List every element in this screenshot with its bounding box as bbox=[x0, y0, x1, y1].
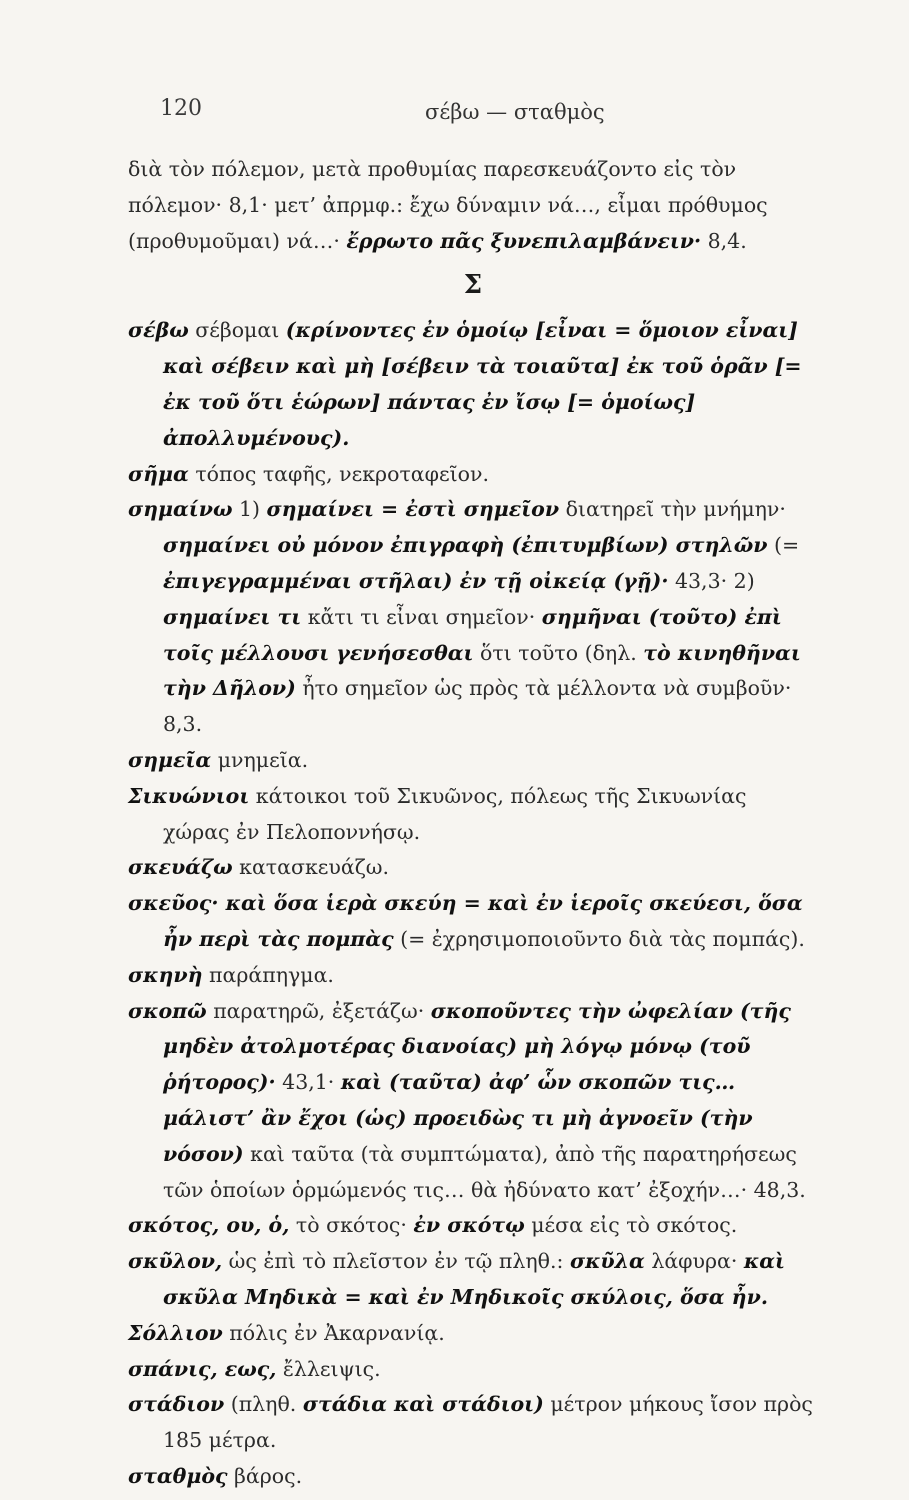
page-header bbox=[160, 96, 800, 136]
entry-text: ὅτι τοῦτο (δηλ. bbox=[473, 640, 644, 665]
entry-text: παρατηρῶ, ἐξετάζω· bbox=[206, 998, 431, 1023]
entry-stathmos bbox=[128, 1459, 818, 1495]
entry-text: διατηρεῖ τὴν μνήμην· bbox=[559, 497, 786, 522]
entry-semaino bbox=[128, 492, 818, 743]
entry-bold-text: σκότος, ου, ὁ, bbox=[128, 1213, 290, 1238]
entry-text: 1) bbox=[232, 497, 267, 522]
entry-skeuazo bbox=[128, 850, 818, 886]
entry-skopo bbox=[128, 994, 818, 1209]
entry-sikyonioi bbox=[128, 779, 818, 851]
entry-text: καὶ ταῦτα (τὰ συμπτώματα), ἀπὸ τῆς παρατηρήσεως τῶν ὁποίων ὁρμώμενός τις… θὰ ἠδύνατο κατ’ ἐξοχήν…· 48,3. bbox=[163, 1141, 806, 1202]
entry-bold-text: Σικυώνιοι bbox=[128, 783, 250, 808]
entry-bold-text: καὶ σκῦλα Μηδικὰ = καὶ ἐν Μηδικοῖς σκύλοις, ὅσα ἦν. bbox=[163, 1249, 785, 1309]
entry-bold-text: σημαίνει = ἐστὶ σημεῖον bbox=[266, 497, 560, 522]
entry-text: (= bbox=[767, 533, 800, 558]
entry-text: μέσα εἰς τὸ σκότος. bbox=[524, 1213, 738, 1238]
dictionary-entries bbox=[128, 313, 818, 1494]
entry-bold-text: (κρίνοντες ἐν ὁμοίῳ [εἶναι = ὅμοιον εἶναι] καὶ σέβειν καὶ μὴ [σέβειν τὰ τοιαῦτα] ἐκ τοῦ ὁρᾶν [= ἐκ τοῦ ὅτι ἑώρων] πάντας ἐν ἴσῳ [= ὁμοίως] ἀπολλυμένους). bbox=[163, 318, 802, 450]
continuation-paragraph bbox=[128, 152, 818, 259]
entry-bold-text: σκοποῦντες τὴν ὠφελίαν (τῆς μηδὲν ἀτολμοτέρας διανοίας) μὴ λόγῳ μόνῳ (τοῦ ῥήτορος)· bbox=[163, 998, 791, 1095]
entry-skylon bbox=[128, 1244, 818, 1316]
entry-bold-text: σῆμα bbox=[128, 461, 189, 486]
entry-bold-text: σημαίνει οὐ μόνον ἐπιγραφὴ (ἐπιτυμβίων) στηλῶν bbox=[163, 533, 768, 558]
entry-bold-text: καὶ (ταῦτα) ἀφ’ ὧν σκοπῶν τις… μάλιστ’ ἂν ἔχοι (ὡς) προειδὼς τι μὴ ἀγνοεῖν (τὴν νόσον) bbox=[163, 1070, 753, 1166]
entry-stadion bbox=[128, 1387, 818, 1459]
entry-text: τὸ σκότος· bbox=[289, 1213, 414, 1238]
continuation-text-2: 8,4. bbox=[701, 228, 747, 253]
entry-bold-text: σημαίνει τι bbox=[163, 604, 302, 629]
entry-bold-text: σκευάζω bbox=[128, 855, 233, 880]
entry-bold-text: σημεῖα bbox=[128, 747, 212, 772]
entry-bold-text: ἐν σκότῳ bbox=[413, 1213, 525, 1238]
entry-text: μνημεῖα. bbox=[211, 747, 309, 772]
entry-skene bbox=[128, 958, 818, 994]
entry-skotos bbox=[128, 1208, 818, 1244]
entry-bold-text: σημαίνω bbox=[128, 497, 233, 522]
entry-bold-text: σταθμὸς bbox=[128, 1463, 228, 1488]
entry-text: 43,1· bbox=[275, 1070, 341, 1095]
entry-text: σέβομαι bbox=[188, 318, 286, 343]
continuation-text-1: διὰ τὸν πόλεμον, μετὰ προθυμίας παρεσκευάζοντο εἰς τὸν πόλεμον· 8,1· μετ’ ἀπρμφ.: ἔχω δύναμιν νά…, εἶμαι πρόθυμος (προθυμοῦμαι) νά…· bbox=[128, 157, 768, 253]
main-text bbox=[128, 152, 818, 1495]
entry-bold-text: σημῆναι (τοῦτο) ἐπὶ τοῖς μέλλουσι γενήσεσθαι bbox=[163, 604, 782, 665]
entry-spanis bbox=[128, 1352, 818, 1388]
entry-bold-text: σπάνις, εως, bbox=[128, 1356, 277, 1381]
entry-text: κατασκευάζω. bbox=[232, 855, 390, 880]
entry-bold-text: σκῦλον, bbox=[128, 1249, 223, 1274]
entry-bold-text: σκοπῶ bbox=[128, 998, 207, 1023]
entry-text: 43,3· 2) bbox=[668, 568, 755, 593]
page-number: 120 bbox=[160, 96, 202, 121]
entry-bold-text: τὸ κινηθῆναι τὴν Δῆλον) bbox=[163, 640, 801, 701]
entry-bold-text: σκῦλα bbox=[569, 1249, 645, 1274]
section-letter: Σ bbox=[463, 270, 483, 301]
entry-text: μέτρον μήκους ἴσον πρὸς 185 μέτρα. bbox=[163, 1392, 813, 1453]
entry-text: (πληθ. bbox=[224, 1392, 303, 1417]
entry-bold-text: στάδια καὶ στάδιοι) bbox=[302, 1392, 544, 1417]
continuation-bold: ἔρρωτο πᾶς ξυνεπιλαμβάνειν· bbox=[346, 228, 702, 253]
entry-sema bbox=[128, 457, 818, 493]
entry-text: ὡς ἐπὶ τὸ πλεῖστον ἐν τῷ πληθ.: bbox=[222, 1249, 570, 1274]
entry-bold-text: ἐπιγεγραμμέναι στῆλαι) ἐν τῇ οἰκείᾳ (γῇ)· bbox=[163, 568, 669, 593]
entry-semeia bbox=[128, 743, 818, 779]
entry-bold-text: στάδιον bbox=[128, 1392, 225, 1417]
entry-text: (= ἐχρησιμοποιοῦντο διὰ τὰς πομπάς). bbox=[393, 926, 805, 951]
entry-text: κάτοικοι τοῦ Σικυῶνος, πόλεως τῆς Σικυωνίας χώρας ἐν Πελοποννήσῳ. bbox=[163, 783, 747, 844]
entry-bold-text: Σόλλιον bbox=[128, 1320, 223, 1345]
entry-text: κἄτι τι εἶναι σημεῖον· bbox=[301, 604, 542, 629]
entry-text: ἦτο σημεῖον ὡς πρὸς τὰ μέλλοντα νὰ συμβοῦν· 8,3. bbox=[163, 676, 792, 737]
entry-text: πόλις ἐν Ἀκαρνανίᾳ. bbox=[222, 1320, 445, 1345]
entry-skeuos bbox=[128, 886, 818, 958]
entry-text: τόπος ταφῆς, νεκροταφεῖον. bbox=[188, 461, 489, 486]
entry-sebo bbox=[128, 313, 818, 456]
entry-bold-text: σκηνὴ bbox=[128, 962, 203, 987]
entry-bold-text: σκεῦος· καὶ ὅσα ἱερὰ σκεύη = καὶ ἐν ἱεροῖς σκεύεσι, ὅσα ἦν περὶ τὰς πομπὰς bbox=[128, 891, 803, 951]
running-title: σέβω — σταθμὸς bbox=[425, 100, 605, 124]
entry-sollion bbox=[128, 1316, 818, 1352]
entry-text: βάρος. bbox=[227, 1463, 303, 1488]
entry-text: ἔλλειψις. bbox=[276, 1356, 381, 1381]
entry-bold-text: σέβω bbox=[128, 318, 189, 343]
entry-text: παράπηγμα. bbox=[202, 962, 334, 987]
entry-text: λάφυρα· bbox=[644, 1249, 744, 1274]
